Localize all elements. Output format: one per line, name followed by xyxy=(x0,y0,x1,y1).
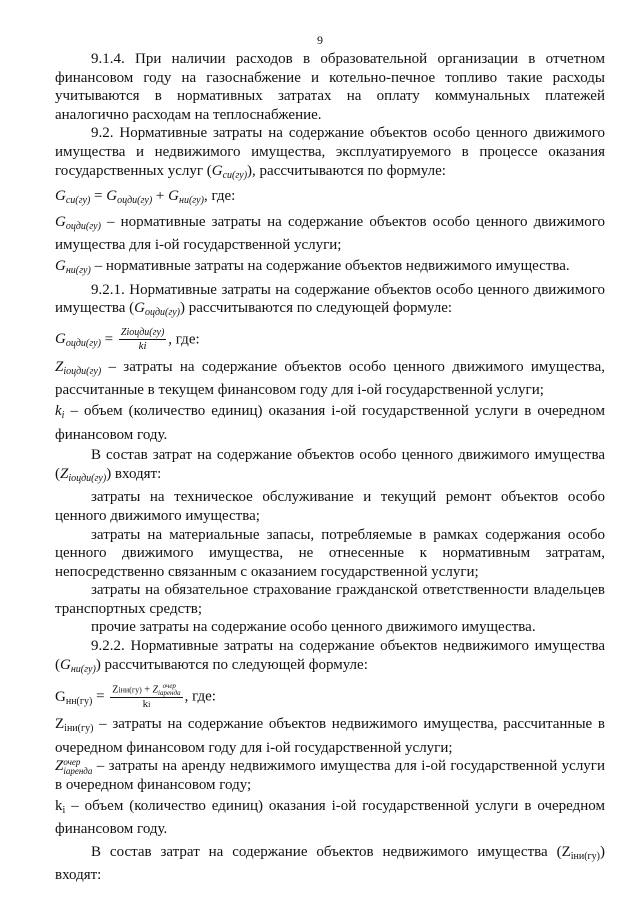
para-914-line4: аналогично расходам на теплоснабжение. xyxy=(55,106,322,123)
composition-ni: В состав затрат на содержание объектов недвижимого имущества $(Z_{iни(гу)})$ входят: xyxy=(55,843,605,884)
def-z-ni: $Z_{iни(гу)}$ – затраты на содержание объектов недвижимого имущества, рассчитанные в очередном финансовом году для i-ой государственной услуги; xyxy=(55,716,605,756)
symbol-g-cu: $G_{си(гу)}$ xyxy=(211,162,248,181)
page-number: 9 xyxy=(317,33,323,47)
composition-item-3: затраты на обязательное страхование гражданской ответственности владельцев транспортных средств; xyxy=(55,582,605,617)
para-922: 9.2.2. Нормативные затраты на содержание объектов недвижимого имущества $(G_{ни(гу)})$ рассчитываются по следующей формуле: xyxy=(55,638,605,675)
def-k-1: $k_i$ – объем (количество единиц) оказания i-ой государственной услуги в очередном финансовом году. xyxy=(55,402,605,443)
para-914-line1: 9.1.4. При наличии расходов в образовательной организации в отчетном xyxy=(91,51,605,67)
para-914-line3: учитываются в нормативных затратах на оплату коммунальных платежей xyxy=(55,88,605,105)
fraction-2: Ziни(гу) + Z очер iаренда ki xyxy=(112,682,181,711)
def-k-2: $k_i$ – объем (количество единиц) оказания i-ой государственной услуги в очередном финансовом году. xyxy=(55,797,605,838)
composition-item-1: затраты на техническое обслуживание и текущий ремонт объектов особо ценного движимого имущества; xyxy=(55,489,605,524)
def-g-ocdi: $G_{оцди(гу)}$ – нормативные затраты на содержание объектов особо ценного движимого имущества для i-ой государственной услуги; xyxy=(55,213,605,254)
para-914-line2: финансовом году на газоснабжение и котельно-печное топливо такие расходы xyxy=(55,69,605,86)
para-921: 9.2.1. Нормативные затраты на содержание объектов особо ценного движимого имущества $(G_{оцди(гу)})$ рассчитываются по следующей формуле: xyxy=(55,281,605,319)
fraction-1: $\frac{\text{Ziоцди(гу)}}{ki}$ xyxy=(120,326,165,352)
composition-ocdi: В состав затрат на содержание объектов особо ценного движимого имущества $(Z_{iоцди(гу)})$ входят: xyxy=(55,447,605,484)
formula-1: $G_{си(гу)} = G_{оцди(гу)} + G_{ни(гу)}$, где: xyxy=(55,188,236,207)
formula-2: $G_{оцди(гу)}$ = $\frac{\text{Ziоцди(гу)}}{ki}$ , где: xyxy=(55,326,200,352)
def-z-ocdi: $Z_{iоцди(гу)}$ – затраты на содержание объектов особо ценного движимого имущества, рассчитанные в текущем финансовом году для i-ой государственной услуги; xyxy=(55,358,605,399)
composition-item-4: прочие затраты на содержание особо ценного движимого имущества. xyxy=(91,619,536,636)
page-body xyxy=(55,50,605,885)
composition-item-2: затраты на материальные запасы, потребляемые в рамках содержания особо ценного движимого имущества, не отнесенные к нормативным затратам, непосредственно связанным с оказанием государственной услуги; xyxy=(55,526,605,580)
formula-3: $G_{нн(гу)}$ = Ziни(гу) + Z очер iаренда ki , где: xyxy=(55,682,216,711)
para-92: 9.2. Нормативные затраты на содержание объектов особо ценного движимого имущества и недвижимого имущества, эксплуатируемого в процессе оказания государственных услуг $(G_{си(гу)})$, рассчитываются по формуле: xyxy=(55,125,605,181)
def-z-rent: Z очер iаренда – затраты на аренду недвижимого имущества для i-ой государственной услуги в очередном финансовом году; xyxy=(55,757,605,794)
def-g-ni: $G_{ни(гу)}$ – нормативные затраты на содержание объектов недвижимого имущества. xyxy=(55,257,570,276)
